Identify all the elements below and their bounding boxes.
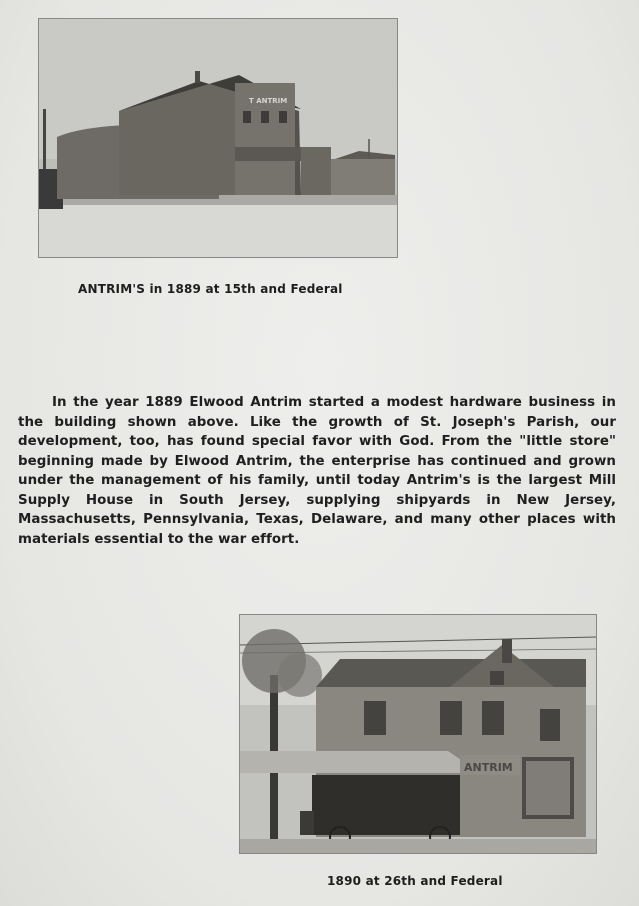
photo-1890-caption: 1890 at 26th and Federal — [327, 874, 503, 888]
photo-1889-caption: ANTRIM'S in 1889 at 15th and Federal — [78, 282, 343, 296]
sign-t-antrim: T ANTRIM — [249, 97, 288, 105]
photo-antrims-1890 — [239, 614, 597, 854]
photo-1890-image — [240, 615, 596, 853]
photo-antrims-1889 — [38, 18, 398, 258]
photo-1889-image — [39, 19, 397, 257]
history-paragraph: In the year 1889 Elwood Antrim started a modest hardware business in the building shown above. Like the growth of St. Joseph's Parish, our development, too, has found special favor with God. From the "little store" beginning made by Elwood Antrim, the enterprise has continued and grown under the management of his family, until today Antrim's is the largest Mill Supply House in South Jersey, supplying shipyards in New Jersey, Massachusetts, Pennsylvania, Texas, Delaware, and many other places with materials essential to the war effort. — [18, 395, 616, 547]
sign-antrim-storefront: ANTRIM — [464, 761, 513, 774]
